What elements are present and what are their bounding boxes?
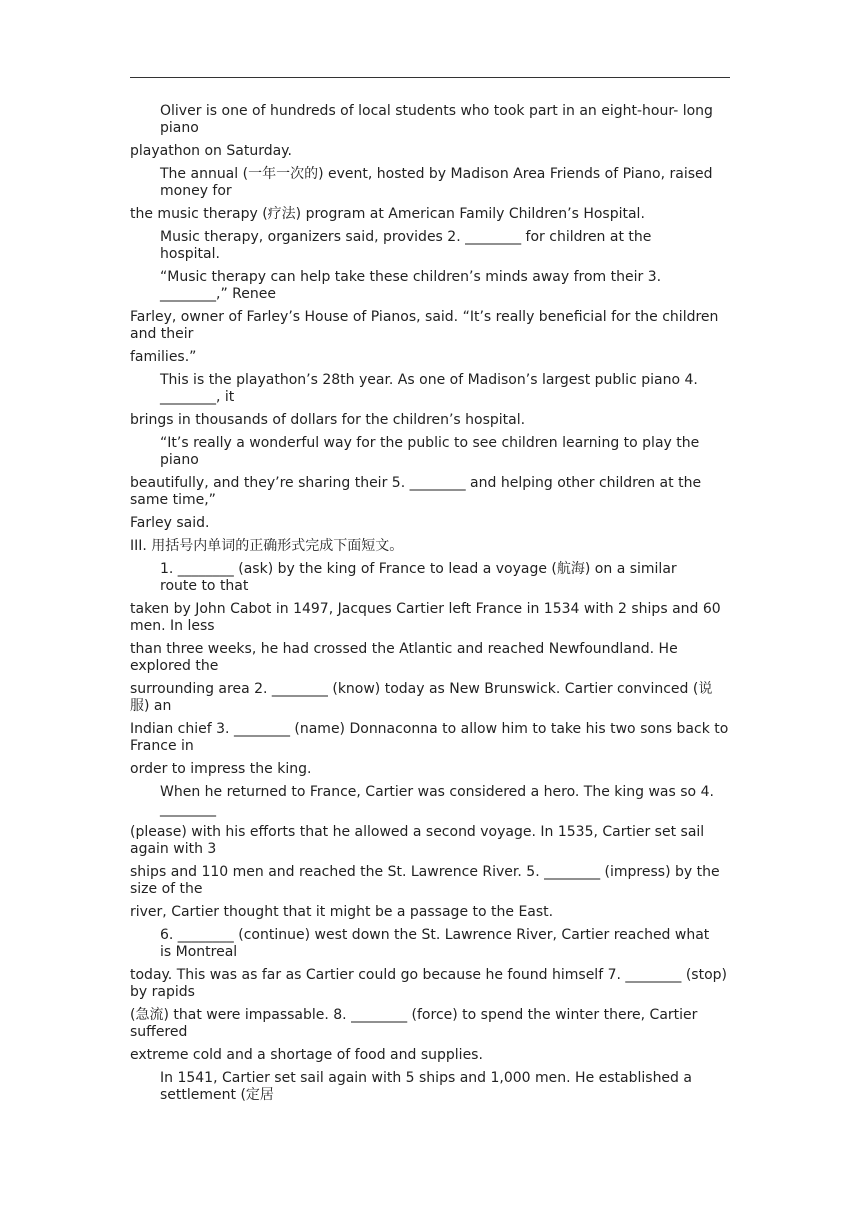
paragraph-line: Farley, owner of Farley’s House of Pianos, said. “It’s really beneficial for the children and their bbox=[130, 309, 719, 342]
document-body bbox=[130, 103, 730, 1110]
paragraph-line: III. 用括号内单词的正确形式完成下面短文。 bbox=[130, 538, 404, 554]
header-rule bbox=[130, 77, 730, 78]
paragraph-line: taken by John Cabot in 1497, Jacques Cartier left France in 1534 with 2 ships and 60 men. In less bbox=[130, 601, 721, 634]
paragraph-line: 6. ________ (continue) west down the St. Lawrence River, Cartier reached what is Montreal bbox=[160, 927, 710, 960]
paragraph-line: families.” bbox=[130, 349, 197, 365]
paragraph-line: surrounding area 2. ________ (know) today as New Brunswick. Cartier convinced (说服) an bbox=[130, 681, 713, 714]
paragraph-line: than three weeks, he had crossed the Atlantic and reached Newfoundland. He explored the bbox=[130, 641, 678, 674]
paragraph-line: extreme cold and a shortage of food and supplies. bbox=[130, 1047, 483, 1063]
paragraph-line: “Music therapy can help take these children’s minds away from their 3. ________,” Renee bbox=[160, 269, 662, 302]
paragraph-line: today. This was as far as Cartier could go because he found himself 7. ________ (stop) by rapids bbox=[130, 967, 727, 1000]
paragraph-line: Oliver is one of hundreds of local students who took part in an eight-hour- long piano bbox=[160, 103, 713, 136]
paragraph-line: Music therapy, organizers said, provides 2. ________ for children at the hospital. bbox=[160, 229, 652, 262]
paragraph-line: When he returned to France, Cartier was considered a hero. The king was so 4. ________ bbox=[160, 784, 714, 817]
paragraph-line: “It’s really a wonderful way for the public to see children learning to play the piano bbox=[160, 435, 700, 468]
paragraph-line: river, Cartier thought that it might be a passage to the East. bbox=[130, 904, 554, 920]
paragraph-line: The annual (一年一次的) event, hosted by Madison Area Friends of Piano, raised money for bbox=[160, 166, 713, 199]
paragraph-line: order to impress the king. bbox=[130, 761, 312, 777]
paragraph-line: This is the playathon’s 28th year. As one of Madison’s largest public piano 4. ________, it bbox=[160, 372, 698, 405]
paragraph-line: the music therapy (疗法) program at American Family Children’s Hospital. bbox=[130, 206, 645, 222]
paragraph-line: (急流) that were impassable. 8. ________ (force) to spend the winter there, Cartier suffered bbox=[130, 1007, 698, 1040]
paragraph-line: beautifully, and they’re sharing their 5. ________ and helping other children at the same time,” bbox=[130, 475, 702, 508]
paragraph-line: ships and 110 men and reached the St. Lawrence River. 5. ________ (impress) by the size of the bbox=[130, 864, 720, 897]
paragraph-line: Indian chief 3. ________ (name) Donnaconna to allow him to take his two sons back to France in bbox=[130, 721, 729, 754]
paragraph-line: 1. ________ (ask) by the king of France to lead a voyage (航海) on a similar route to that bbox=[160, 561, 677, 594]
paragraph-line: playathon on Saturday. bbox=[130, 143, 292, 159]
paragraph-line: (please) with his efforts that he allowed a second voyage. In 1535, Cartier set sail again with 3 bbox=[130, 824, 705, 857]
paragraph-line: brings in thousands of dollars for the children’s hospital. bbox=[130, 412, 526, 428]
paragraph-line: Farley said. bbox=[130, 515, 210, 531]
paragraph-line: In 1541, Cartier set sail again with 5 ships and 1,000 men. He established a settlement (定居 bbox=[160, 1070, 692, 1103]
